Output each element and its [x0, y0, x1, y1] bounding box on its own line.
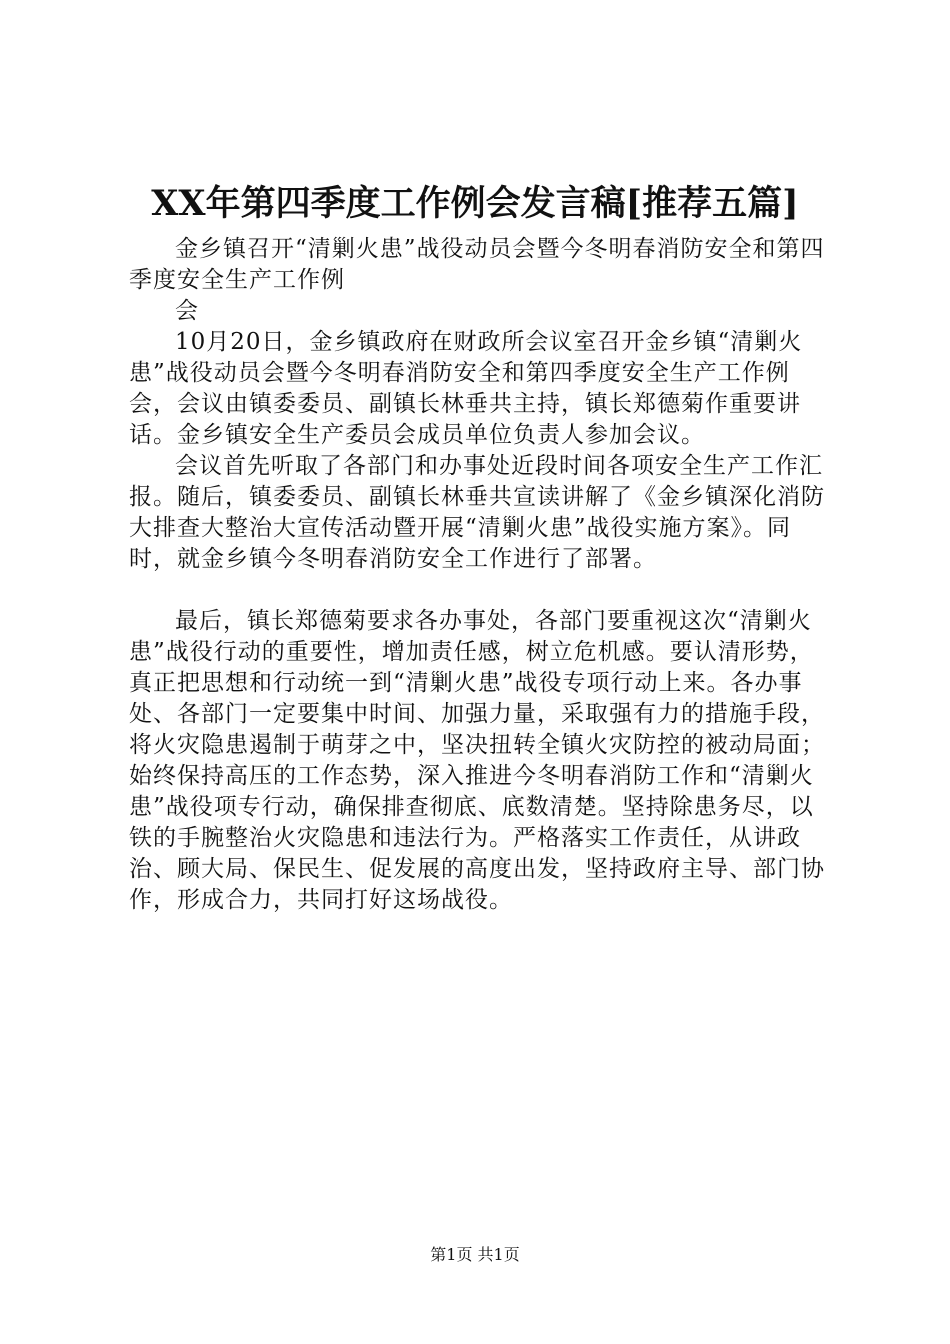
subtitle-continuation: 会 [175, 298, 199, 324]
body-paragraph: 10月20日，金乡镇政府在财政所会议室召开金乡镇“清剿火患”战役动员会暨今冬明春消防安全和第四季度安全生产工作例会，会议由镇委委员、副镇长林垂共主持，镇长郑德菊作重要讲话。金乡镇安全生产委员会成员单位负责人参加会议。 [129, 329, 803, 448]
subtitle-line: 金乡镇召开“清剿火患”战役动员会暨今冬明春消防安全和第四季度安全生产工作例 [129, 236, 825, 293]
body-paragraph: 最后，镇长郑德菊要求各办事处，各部门要重视这次“清剿火患”战役行动的重要性，增加责任感，树立危机感。要认清形势，真正把思想和行动统一到“清剿火患”战役专项行动上来。各办事处、各部门一定要集中时间、加强力量，采取强有力的措施手段，将火灾隐患遏制于萌芽之中，坚决扭转全镇火灾防控的被动局面；始终保持高压的工作态势，深入推进今冬明春消防工作和“清剿火患”战役项专行动，确保排查彻底、底数清楚。坚持除患务尽，以铁的手腕整治火灾隐患和违法行为。严格落实工作责任，从讲政治、顾大局、保民生、促发展的高度出发，坚持政府主导、部门协作，形成合力，共同打好这场战役。 [129, 608, 825, 913]
body-paragraph: 会议首先听取了各部门和办事处近段时间各项安全生产工作汇报。随后，镇委委员、副镇长林垂共宣读讲解了《金乡镇深化消防大排查大整治大宣传活动暨开展“清剿火患”战役实施方案》。同时，就金乡镇今冬明春消防安全工作进行了部署。 [129, 453, 825, 572]
page-footer: 第1页 共1页 [430, 1245, 520, 1264]
document-title: XX年第四季度工作例会发言稿[推荐五篇] [151, 183, 799, 224]
document-body [129, 234, 833, 916]
